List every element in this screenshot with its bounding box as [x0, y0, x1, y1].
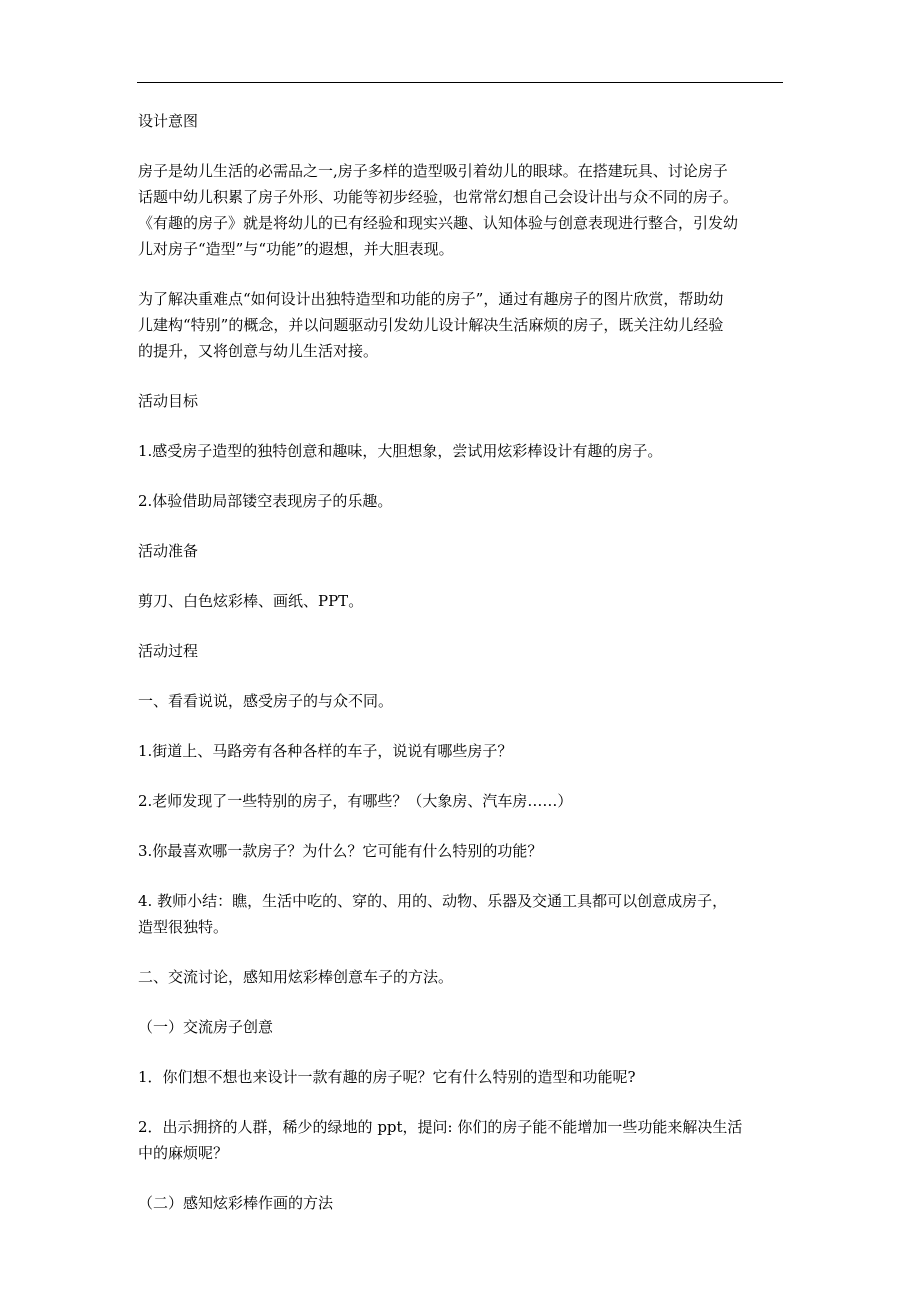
step-1-2: 2.老师发现了一些特别的房子，有哪些？（大象房、汽车房……） [138, 792, 573, 810]
subsection-2-1-title: （一）交流房子创意 [138, 1018, 274, 1036]
step-2-1: 1．你们想不想也来设计一款有趣的房子呢？它有什么特别的造型和功能呢? [138, 1068, 636, 1086]
intro-line: 儿对房子“造型”与“功能”的遐想，并大胆表现。 [138, 240, 454, 258]
difficulty-line: 为了解决重难点“如何设计出独特造型和功能的房子”，通过有趣房子的图片欣赏，帮助幼 [138, 290, 724, 308]
goal-2: 2.体验借助局部镂空表现房子的乐趣。 [138, 492, 393, 510]
prep-text: 剪刀、白色炫彩棒、画纸、PPT。 [138, 592, 364, 610]
difficulty-paragraph [138, 286, 784, 364]
goal-1: 1.感受房子造型的独特创意和趣味，大胆想象，尝试用炫彩棒设计有趣的房子。 [138, 442, 663, 460]
heading-goals: 活动目标 [138, 392, 199, 410]
step-2-2-line: 2．出示拥挤的人群，稀少的绿地的 ppt，提问: 你们的房子能不能增加一些功能来解决生活 [138, 1118, 743, 1136]
intro-line: 话题中幼儿积累了房子外形、功能等初步经验，也常常幻想自己会设计出与众不同的房子。 [138, 188, 739, 206]
step-1-3: 3.你最喜欢哪一款房子？为什么？它可能有什么特别的功能？ [138, 842, 543, 860]
difficulty-line: 儿建构“特别”的概念，并以问题驱动引发幼儿设计解决生活麻烦的房子，既关注幼儿经验 [138, 316, 724, 334]
step-1-1: 1.街道上、马路旁有各种各样的车子，说说有哪些房子？ [138, 742, 513, 760]
header-rule [137, 82, 783, 83]
section-2-title: 二、交流讨论，感知用炫彩棒创意车子的方法。 [138, 968, 454, 986]
step-1-4-line: 造型很独特。 [138, 918, 229, 936]
heading-prep: 活动准备 [138, 542, 199, 560]
intro-paragraph [138, 158, 784, 262]
section-1-title: 一、看看说说，感受房子的与众不同。 [138, 692, 394, 710]
document-body [138, 108, 784, 1240]
step-2-2 [138, 1114, 784, 1166]
difficulty-line: 的提升，又将创意与幼儿生活对接。 [138, 342, 379, 360]
heading-design-intent: 设计意图 [138, 112, 199, 130]
step-1-4-line: 4. 教师小结：瞧，生活中吃的、穿的、用的、动物、乐器及交通工具都可以创意成房子， [138, 892, 728, 910]
heading-process: 活动过程 [138, 642, 199, 660]
intro-line: 房子是幼儿生活的必需品之一,房子多样的造型吸引着幼儿的眼球。在搭建玩具、讨论房子 [138, 162, 728, 180]
subsection-2-2-title: （二）感知炫彩棒作画的方法 [138, 1194, 334, 1212]
step-1-4 [138, 888, 784, 940]
intro-line: 《有趣的房子》就是将幼儿的已有经验和现实兴趣、认知体验与创意表现进行整合，引发幼 [138, 214, 739, 232]
step-2-2-line: 中的麻烦呢？ [138, 1144, 229, 1162]
